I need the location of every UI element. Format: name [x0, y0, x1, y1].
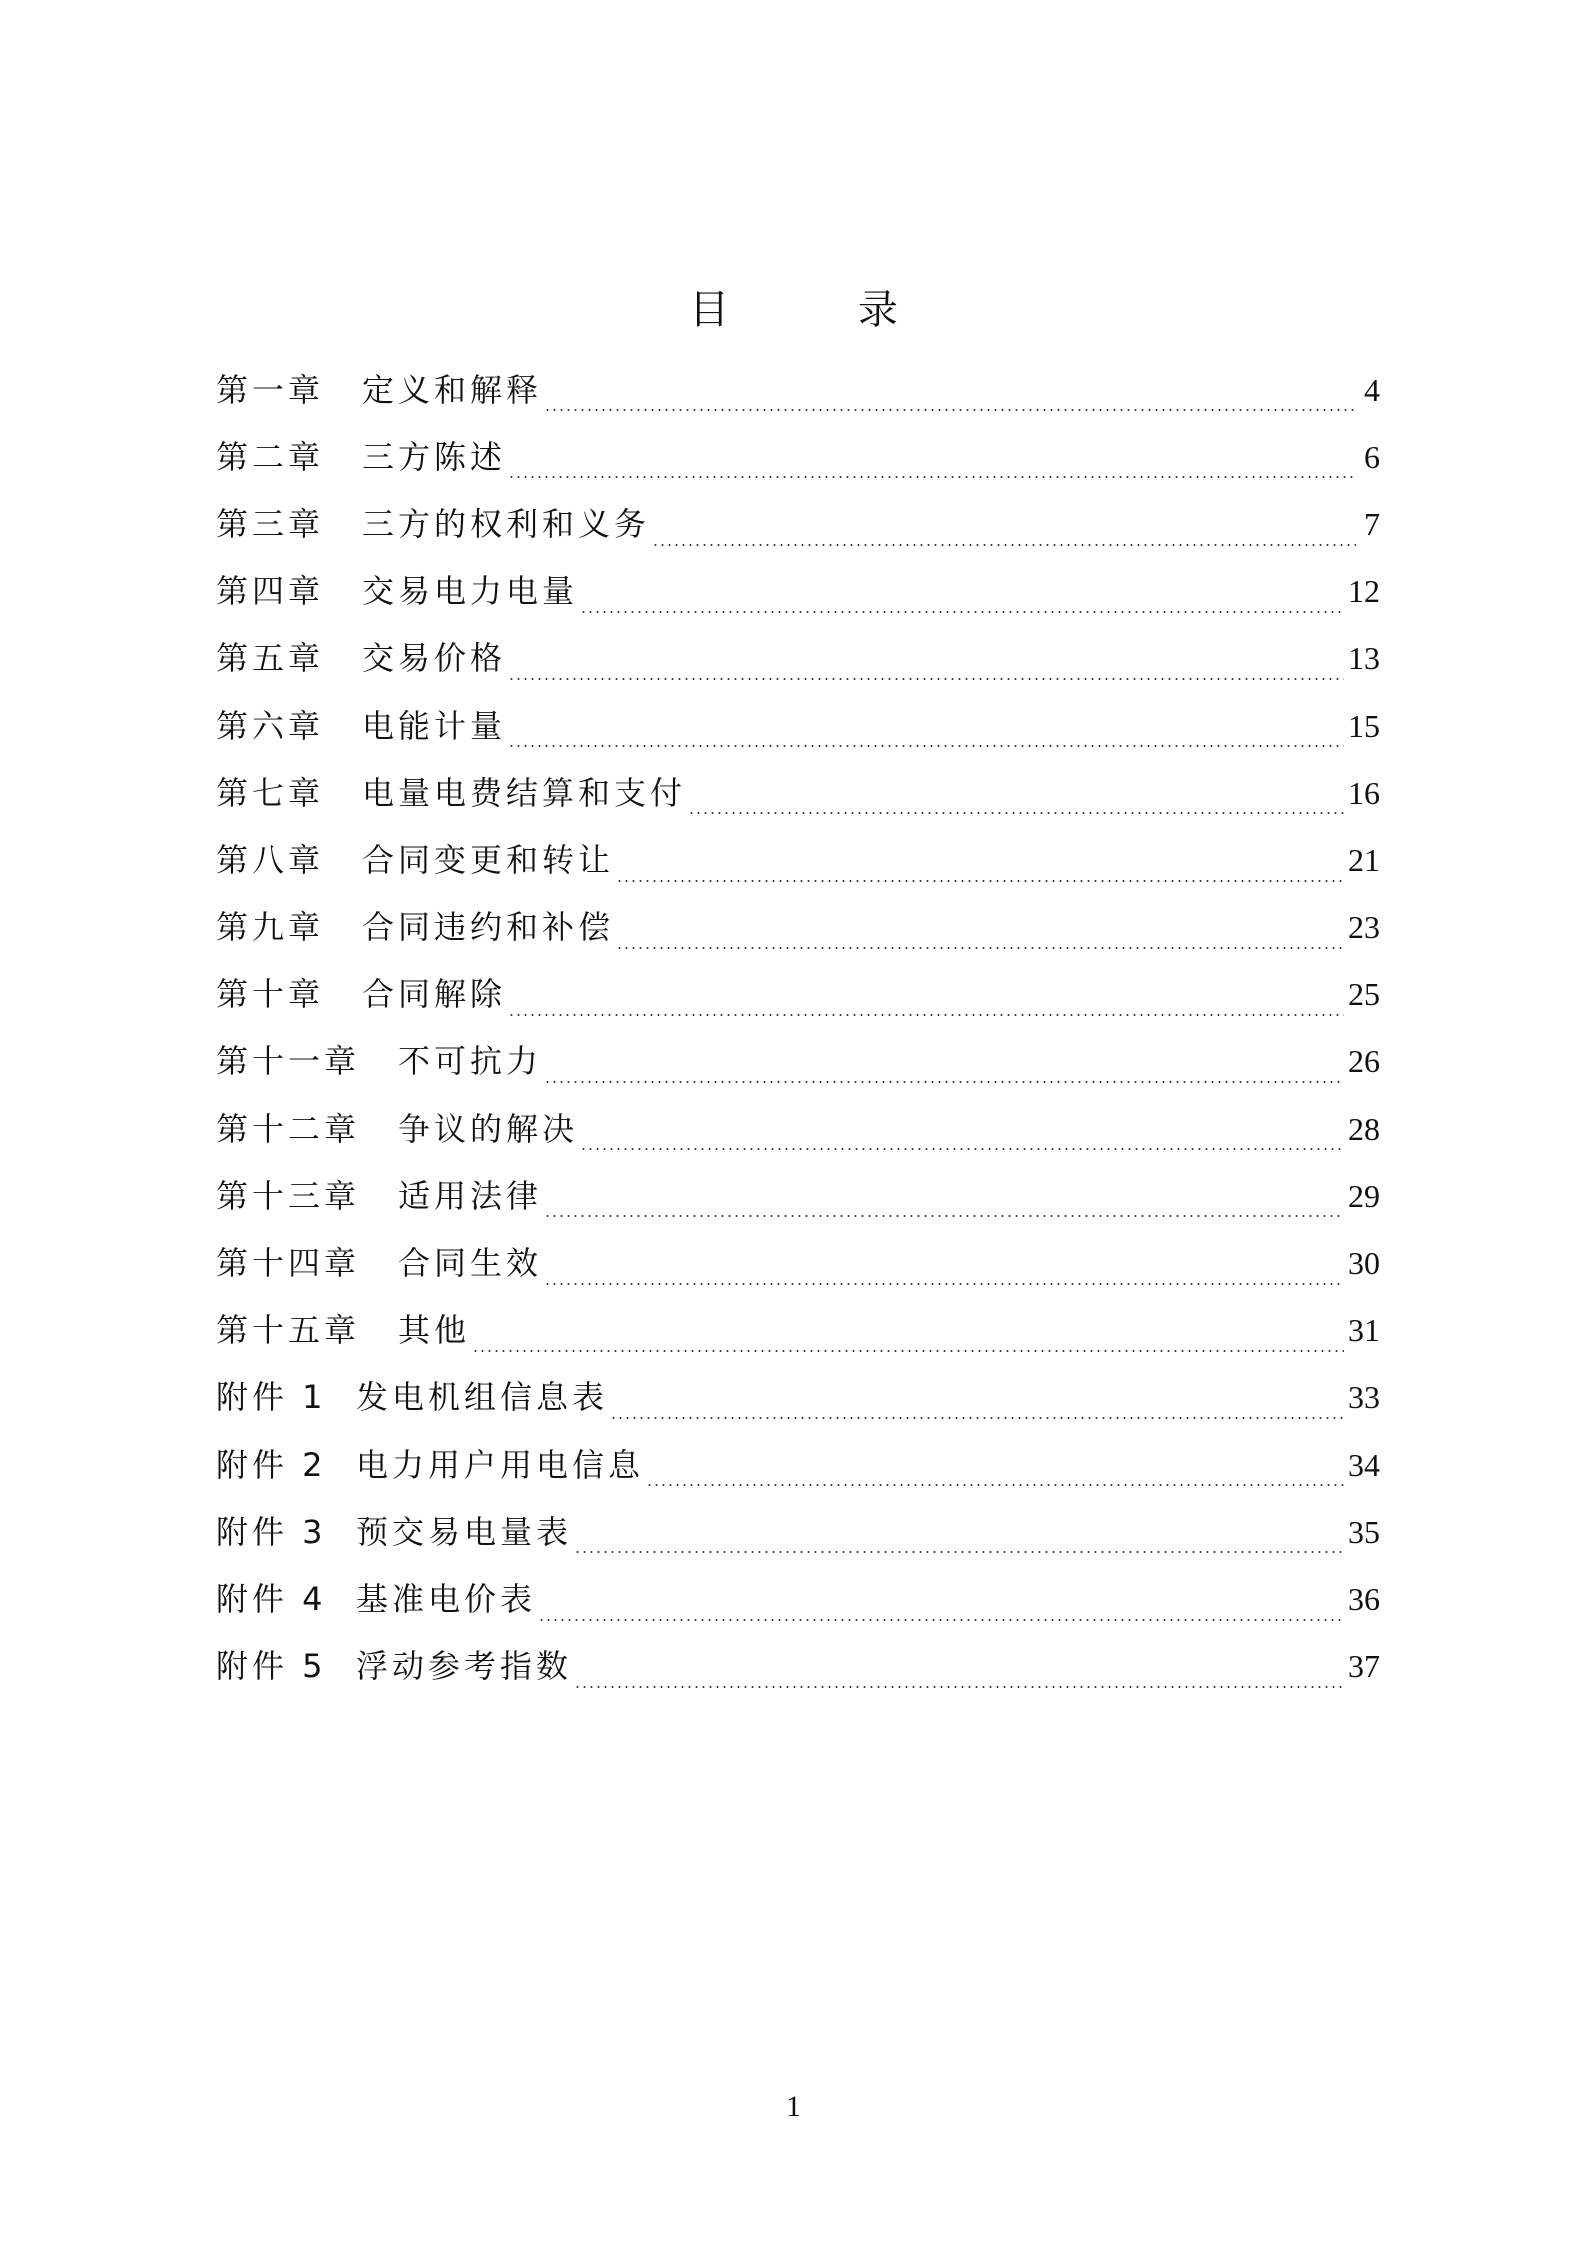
- toc-entry-page: 33: [1348, 1379, 1380, 1416]
- toc-entry[interactable]: [216, 1297, 1380, 1364]
- toc-entry-label: 第五章: [216, 639, 325, 678]
- toc-entry-page: 16: [1348, 774, 1380, 811]
- toc-entry-label: 第十三章: [216, 1176, 361, 1215]
- toc-entry[interactable]: [216, 1565, 1380, 1632]
- toc-dot-leader: [508, 678, 1344, 680]
- toc-entry-heading: 电能计量: [362, 706, 507, 745]
- toc-dot-leader: [508, 745, 1344, 747]
- toc-dot-leader: [538, 1619, 1344, 1621]
- toc-entry[interactable]: [216, 1028, 1380, 1095]
- toc-entry-heading: 其他: [398, 1311, 471, 1350]
- toc-entry-label: 第十二章: [216, 1109, 361, 1148]
- toc-dot-leader: [610, 1417, 1344, 1419]
- toc-entry-heading: 适用法律: [398, 1176, 543, 1215]
- toc-dot-leader: [544, 1215, 1344, 1217]
- toc-entry[interactable]: [216, 558, 1380, 625]
- toc-entry-heading: 电力用户用电信息: [356, 1445, 645, 1484]
- toc-entry-page: 21: [1348, 841, 1380, 878]
- toc-dot-leader: [472, 1350, 1344, 1352]
- toc-dot-leader: [616, 947, 1344, 949]
- toc-entry-label: 第一章: [216, 370, 325, 409]
- toc-entry-heading: 浮动参考指数: [356, 1647, 573, 1686]
- toc-entry-label: 第二章: [216, 437, 325, 476]
- toc-dot-leader: [544, 1283, 1344, 1285]
- toc-entry-heading: 合同违约和补偿: [362, 908, 615, 947]
- toc-entry-page: 26: [1348, 1043, 1380, 1080]
- toc-dot-leader: [616, 880, 1344, 882]
- toc-entry-label: 第九章: [216, 908, 325, 947]
- toc-entry-heading: 不可抗力: [398, 1042, 543, 1081]
- toc-dot-leader: [574, 1686, 1344, 1688]
- toc-entry[interactable]: [216, 1364, 1380, 1431]
- toc-entry-heading: 合同解除: [362, 975, 507, 1014]
- toc-entry-page: 25: [1348, 976, 1380, 1013]
- toc-dot-leader: [580, 611, 1344, 613]
- toc-dot-leader: [544, 409, 1356, 411]
- toc-entry-page: 28: [1348, 1110, 1380, 1147]
- toc-entry-label: 第四章: [216, 572, 325, 611]
- toc-entry-label: 第十五章: [216, 1311, 361, 1350]
- toc-entry-heading: 合同生效: [398, 1244, 543, 1283]
- toc-entry[interactable]: [216, 490, 1380, 557]
- toc-entry-heading: 交易电力电量: [362, 572, 579, 611]
- toc-entry[interactable]: [216, 692, 1380, 759]
- toc-entry-label: 第六章: [216, 706, 325, 745]
- toc-entry[interactable]: [216, 894, 1380, 961]
- toc-entry[interactable]: [216, 961, 1380, 1028]
- toc-entry-heading: 交易价格: [362, 639, 507, 678]
- toc-entry-heading: 电量电费结算和支付: [362, 773, 687, 812]
- toc-entry[interactable]: [216, 423, 1380, 490]
- toc-entry-page: 4: [1364, 371, 1380, 408]
- toc-dot-leader: [646, 1484, 1344, 1486]
- toc-entry-page: 34: [1348, 1446, 1380, 1483]
- toc-entry-page: 35: [1348, 1513, 1380, 1550]
- toc-entry-heading: 发电机组信息表: [356, 1378, 609, 1417]
- toc-dot-leader: [544, 1081, 1344, 1083]
- toc-entry-label: 第三章: [216, 504, 325, 543]
- toc-entry[interactable]: [216, 1633, 1380, 1700]
- toc-entry-page: 23: [1348, 909, 1380, 946]
- page-number: 1: [786, 2090, 801, 2123]
- toc-dot-leader: [652, 544, 1356, 546]
- toc-entry[interactable]: [216, 826, 1380, 893]
- toc-entry[interactable]: [216, 1229, 1380, 1296]
- toc-entry-label: 附件 2: [216, 1445, 327, 1484]
- toc-entry-label: 附件 5: [216, 1647, 327, 1686]
- toc-entry-label: 第十章: [216, 975, 325, 1014]
- toc-entry-page: 12: [1348, 573, 1380, 610]
- toc-entry[interactable]: [216, 356, 1380, 423]
- toc-dot-leader: [508, 476, 1356, 478]
- toc-dot-leader: [508, 1014, 1344, 1016]
- toc-entry[interactable]: [216, 759, 1380, 826]
- toc-entry-label: 第八章: [216, 840, 325, 879]
- toc-entry-page: 36: [1348, 1580, 1380, 1617]
- toc-entry-page: 31: [1348, 1312, 1380, 1349]
- toc-dot-leader: [580, 1148, 1344, 1150]
- toc-entry-heading: 合同变更和转让: [362, 840, 615, 879]
- toc-entry-label: 附件 4: [216, 1579, 327, 1618]
- toc-list: [216, 356, 1380, 1700]
- toc-entry-label: 第七章: [216, 773, 325, 812]
- toc-entry-page: 6: [1364, 438, 1380, 475]
- toc-entry-page: 37: [1348, 1648, 1380, 1685]
- toc-entry-heading: 基准电价表: [356, 1579, 537, 1618]
- toc-dot-leader: [574, 1551, 1344, 1553]
- toc-entry-page: 13: [1348, 640, 1380, 677]
- toc-entry-page: 30: [1348, 1245, 1380, 1282]
- toc-entry-heading: 争议的解决: [398, 1109, 579, 1148]
- toc-entry-heading: 三方的权利和义务: [362, 504, 651, 543]
- toc-entry-page: 15: [1348, 707, 1380, 744]
- toc-entry[interactable]: [216, 1162, 1380, 1229]
- toc-title: 目 录: [689, 287, 956, 333]
- toc-entry-heading: 三方陈述: [362, 437, 507, 476]
- toc-entry-label: 附件 3: [216, 1512, 327, 1551]
- toc-entry-page: 29: [1348, 1177, 1380, 1214]
- toc-entry-heading: 预交易电量表: [356, 1512, 573, 1551]
- toc-entry-label: 附件 1: [216, 1378, 327, 1417]
- toc-entry[interactable]: [216, 1498, 1380, 1565]
- toc-entry-page: 7: [1364, 505, 1380, 542]
- toc-entry-label: 第十四章: [216, 1244, 361, 1283]
- toc-entry-heading: 定义和解释: [362, 370, 543, 409]
- toc-entry-label: 第十一章: [216, 1042, 361, 1081]
- toc-entry[interactable]: [216, 1095, 1380, 1162]
- toc-entry[interactable]: [216, 625, 1380, 692]
- toc-entry[interactable]: [216, 1431, 1380, 1498]
- toc-dot-leader: [688, 812, 1344, 814]
